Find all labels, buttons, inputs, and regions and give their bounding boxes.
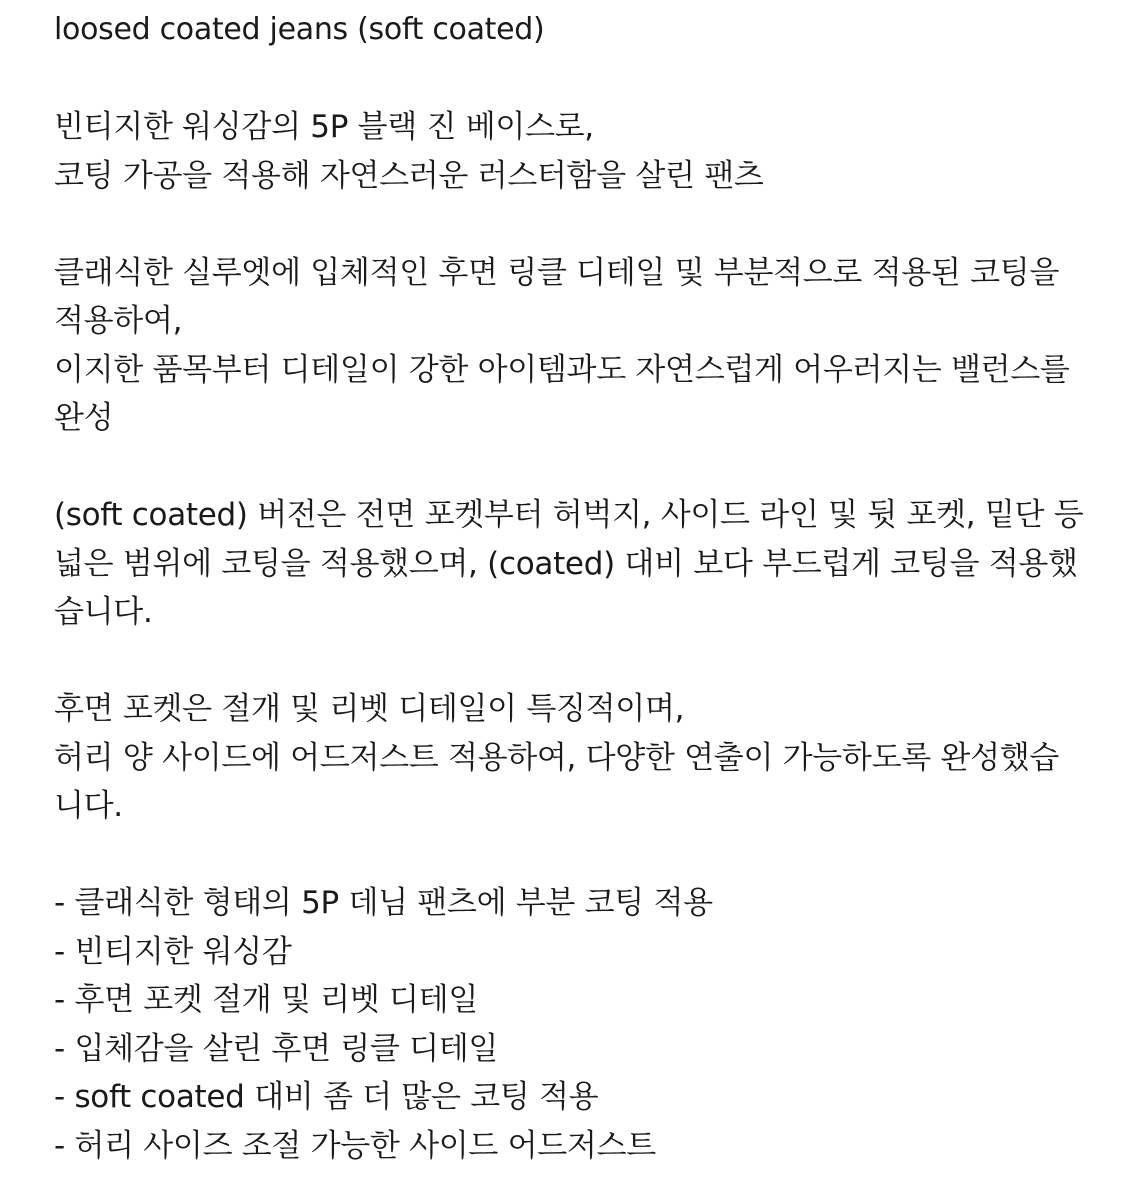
text-line: 클래식한 실루엣에 입체적인 후면 링클 디테일 및 부분적으로 적용된 코팅을	[54, 254, 1060, 291]
list-item: - 후면 포켓 절개 및 리벳 디테일	[54, 982, 478, 1018]
text-line: 코팅 가공을 적용해 자연스러운 러스터함을 살린 팬츠	[54, 157, 764, 194]
spacer	[54, 637, 1094, 686]
text-line: 빈티지한 워싱감의 5P 블랙 진 베이스로,	[54, 109, 594, 145]
text-line: 습니다.	[54, 594, 153, 630]
spacer	[54, 443, 1094, 492]
paragraph-silhouette	[54, 249, 1094, 443]
text-line: (soft coated) 버전은 전면 포켓부터 허벅지, 사이드 라인 및 뒷 포켓, 밑단 등	[54, 497, 1084, 533]
list-item: - 허리 사이즈 조절 가능한 사이드 어드저스트	[54, 1127, 656, 1164]
paragraph-pocket	[54, 685, 1094, 831]
spacer	[54, 55, 1094, 104]
list-item: - 클래식한 형태의 5P 데님 팬츠에 부분 코팅 적용	[54, 885, 713, 921]
text-line: 완성	[54, 400, 114, 436]
spacer	[54, 200, 1094, 249]
list-item: - soft coated 대비 좀 더 많은 코팅 적용	[54, 1079, 599, 1115]
list-item: - 빈티지한 워싱감	[54, 933, 292, 970]
paragraph-soft-coated	[54, 491, 1094, 637]
text-line: 넓은 범위에 코팅을 적용했으며, (coated) 대비 보다 부드럽게 코팅을 적용했	[54, 545, 1078, 582]
text-line: 허리 양 사이드에 어드저스트 적용하여, 다양한 연출이 가능하도록 완성했습	[54, 739, 1060, 776]
paragraph-base	[54, 103, 1094, 200]
spacer	[54, 831, 1094, 880]
text-line: 적용하여,	[54, 303, 183, 339]
product-description	[54, 6, 1094, 1170]
text-line: 이지한 품목부터 디테일이 강한 아이템과도 자연스럽게 어우러지는 밸런스를	[54, 351, 1070, 388]
text-line: 니다.	[54, 788, 123, 824]
product-title: loosed coated jeans (soft coated)	[54, 12, 545, 47]
list-item: - 입체감을 살린 후면 링클 디테일	[54, 1030, 499, 1067]
text-line: 후면 포켓은 절개 및 리벳 디테일이 특징적이며,	[54, 691, 685, 727]
feature-list	[54, 879, 1094, 1170]
